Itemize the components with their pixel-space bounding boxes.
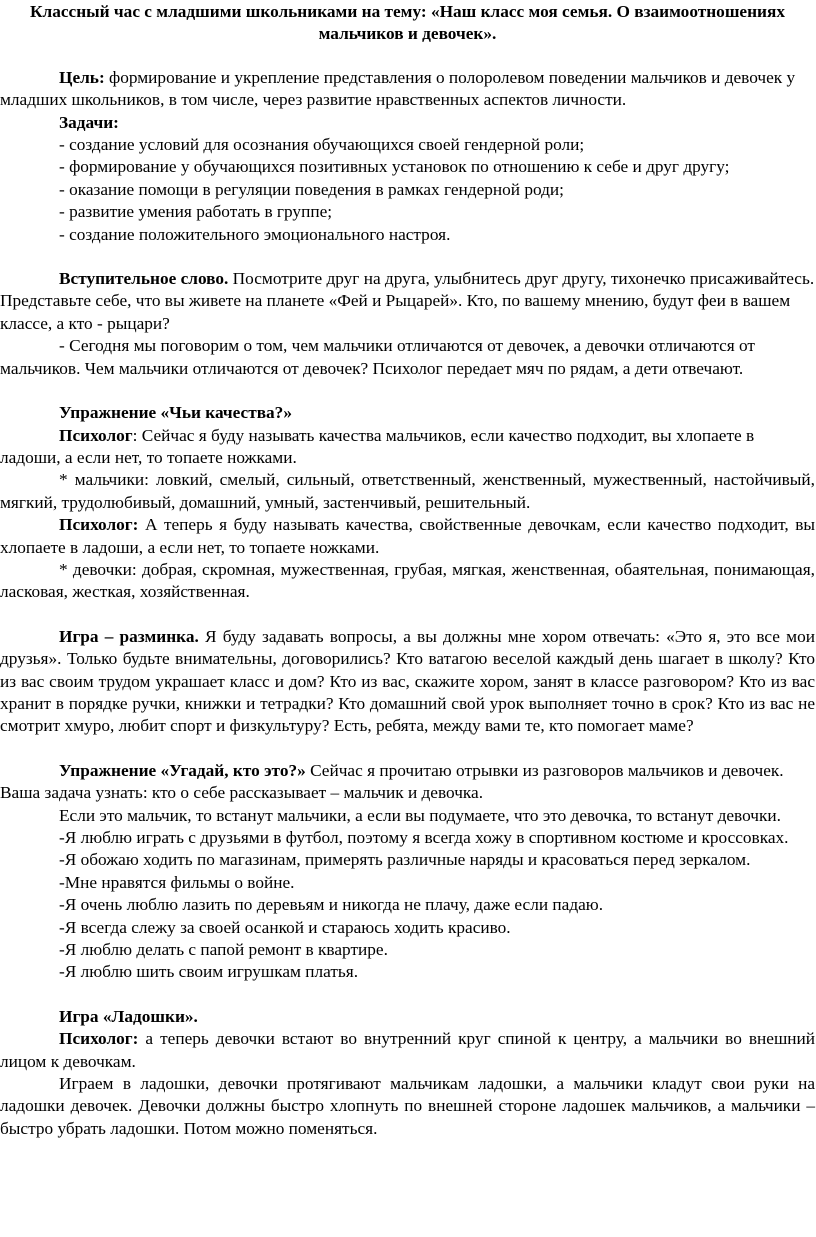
game-2-title: Игра «Ладошки».: [59, 1006, 198, 1026]
goal-paragraph: [0, 67, 815, 112]
statement-line: -Я обожаю ходить по магазинам, примерять различные наряды и красоваться перед зеркалом.: [59, 850, 751, 870]
task-item: - создание положительного эмоционального настроя.: [59, 224, 451, 244]
task-item: - формирование у обучающихся позитивных установок по отношению к себе и друг другу;: [59, 157, 730, 177]
statement-line: -Я люблю шить своим игрушкам платья.: [59, 962, 359, 982]
statement-line: -Я люблю делать с папой ремонт в квартире.: [59, 940, 388, 960]
intro-label: Вступительное слово.: [59, 269, 229, 289]
goal-text: формирование и укрепление представления о полоролевом поведении мальчиков и девочек у младших школьников, в том числе, через развитие нравственных аспектов личности.: [0, 67, 796, 110]
girls-qualities: * девочки: добрая, скромная, мужественная, грубая, мягкая, женственная, обаятельная, понимающая, ласковая, жесткая, хозяйственная.: [0, 559, 815, 602]
statement-line: -Я люблю играть с друзьями в футбол, поэтому я всегда хожу в спортивном костюме и кроссовках.: [59, 828, 789, 847]
game-2-psychologist: Психолог: а теперь девочки встают во внутренний круг спиной к центру, а мальчики во внешний лицом к девочкам.: [0, 1029, 815, 1071]
exercise-1-psychologist-1: Психолог: Сейчас я буду называть качества мальчиков, если качество подходит, вы хлопаете в ладоши, а если нет, то топаете ножками.: [0, 425, 755, 467]
task-item: - оказание помощи в регуляции поведения в рамках гендерной роди;: [59, 179, 564, 199]
exercise-2-paragraph-2: Если это мальчик, то встанут мальчики, а если вы подумаете, что это девочка, то встанут девочки.: [59, 805, 781, 825]
statement-line: -Я всегда слежу за своей осанкой и стараюсь ходить красиво.: [59, 917, 511, 937]
exercise-1-psychologist-2: Психолог: А теперь я буду называть качества, свойственные девочкам, если качество подходит, вы хлопаете в ладоши, а если нет, то топаете ножками.: [0, 515, 815, 557]
tasks-heading: Задачи:: [59, 112, 119, 132]
exercise-1-title: Упражнение «Чьи качества?»: [59, 403, 292, 423]
warmup-game-paragraph: Игра – разминка. Я буду задавать вопросы, а вы должны мне хором отвечать: «Это я, это все мои друзья». Только будьте внимательны, договорились? Кто ватагою веселой каждый день шагает в школу? Кто из вас своим трудом украшает класс и дом? Кто из вас, скажите хором, занят в классе разговором? Кто из вас хранит в порядке ручки, книжки и тетрадки? Кто домашний свой урок выполняет точно в срок? Кто из вас не смотрит хмуро, любит спорт и физкультуру? Есть, ребята, между вами те, кто помогает маме?: [0, 626, 815, 736]
task-item: - создание условий для осознания обучающихся своей гендерной роли;: [59, 135, 585, 155]
task-item: - развитие умения работать в группе;: [59, 202, 333, 222]
intro-paragraph-2: - Сегодня мы поговорим о том, чем мальчики отличаются от девочек, а девочки отличаются от мальчиков. Чем мальчики отличаются от девочек? Психолог передает мяч по рядам, а дети отвечают.: [0, 336, 755, 378]
game-2-paragraph: Играем в ладошки, девочки протягивают мальчикам ладошки, а мальчики кладут свои руки на ладошки девочек. Девочки должны быстро хлопнуть по внешней стороне ладошек мальчиков, а мальчики – быстро убрать ладошки. Потом можно поменяться.: [0, 1074, 815, 1138]
document-title: Классный час с младшими школьниками на тему: «Наш класс моя семья. О взаимоотношениях мальчиков и девочек».: [30, 2, 785, 44]
statement-line: -Я очень люблю лазить по деревьям и никогда не плачу, даже если падаю.: [59, 895, 604, 915]
goal-label: Цель:: [59, 67, 105, 87]
statement-line: -Мне нравятся фильмы о войне.: [59, 872, 295, 892]
boys-qualities: * мальчики: ловкий, смелый, сильный, ответственный, женственный, мужественный, настойчивый, мягкий, трудолюбивый, домашний, умный, застенчивый, решительный.: [0, 470, 815, 512]
exercise-2-paragraph: Упражнение «Угадай, кто это?» Сейчас я прочитаю отрывки из разговоров мальчиков и девочек. Ваша задача узнать: кто о себе рассказывает – мальчик и девочка.: [0, 760, 784, 803]
intro-paragraph: Вступительное слово. Посмотрите друг на друга, улыбнитесь друг другу, тихонечко присаживайтесь. Представьте себе, что вы живете на планете «Фей и Рыцарей». Кто, по вашему мнению, будут феи в вашем классе, а кто - рыцари?: [0, 269, 815, 333]
